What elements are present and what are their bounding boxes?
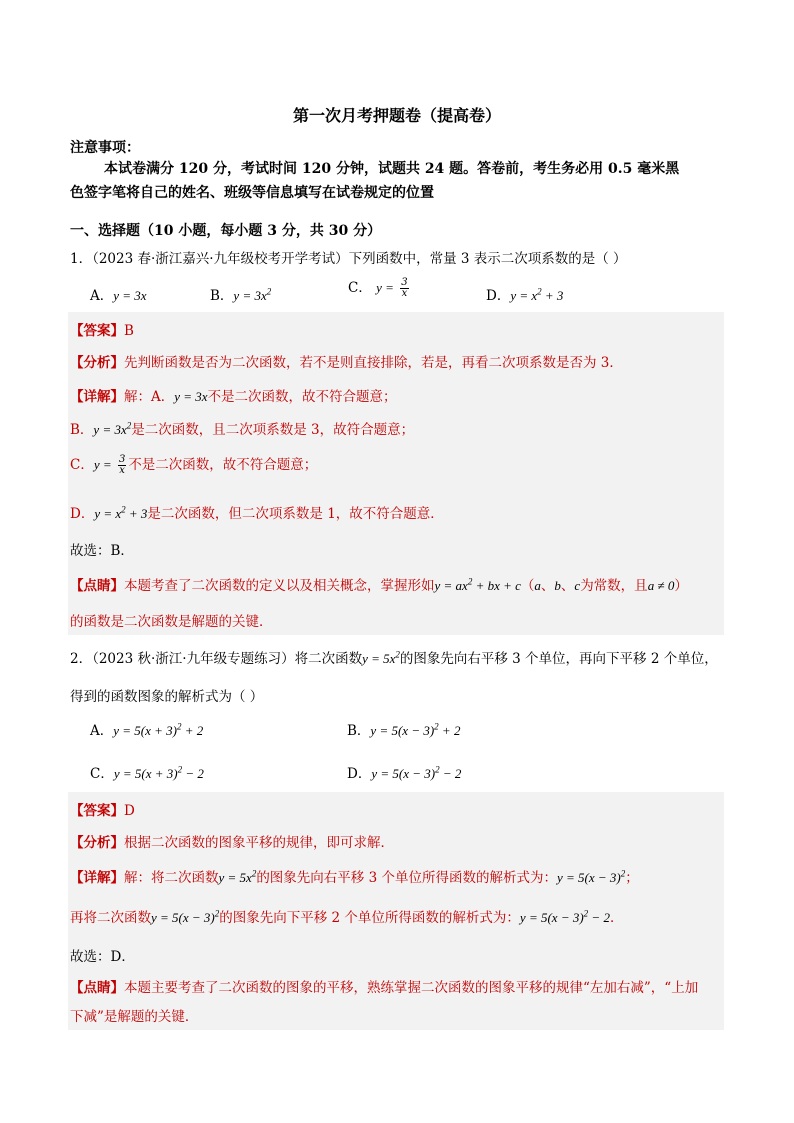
fraction-numerator: 3 [401, 277, 408, 288]
q1-answer [70, 319, 134, 339]
option-expr: y = 3x [113, 288, 147, 303]
q2-option-d [347, 762, 461, 782]
detail-tag: 【详解】 [70, 389, 124, 405]
superscript: 2 [537, 286, 542, 297]
q2-analysis [70, 831, 394, 851]
detail-text: 的图象先向右平移 3 个单位所得函数的解析式为： [256, 870, 557, 886]
detail-expr: y = x [94, 506, 122, 521]
superscript: 2 [395, 649, 400, 660]
option-expr-tail: − 2 [182, 766, 204, 781]
q2-option-b [347, 719, 460, 739]
detail-expr: y = 5x [218, 870, 252, 885]
detail-end: ； [625, 870, 639, 886]
q2-stem-line-2: 得到的函数图象的解析式为（ ） [70, 689, 264, 705]
q2-detail-2 [70, 906, 623, 926]
detail-result-tail: − 2 [588, 910, 610, 925]
superscript: 2 [251, 868, 257, 879]
superscript: 2 [435, 764, 440, 775]
fraction-denominator: x [401, 288, 408, 299]
superscript: 2 [583, 908, 589, 919]
option-letter: C． [348, 280, 372, 296]
comment-tag: 【点睛】 [70, 578, 124, 594]
detail-expr: y = 3x [174, 389, 208, 404]
notice-line-2: 色签字笔将自己的姓名、班级等信息填写在试卷规定的位置 [70, 185, 434, 201]
q2-comment [70, 976, 698, 996]
option-letter: D． [347, 766, 372, 782]
detail-text: 的图象先向下平移 2 个单位所得函数的解析式为： [219, 910, 520, 926]
comment-paren: ） [674, 578, 688, 594]
answer-tag: 【答案】 [70, 323, 124, 339]
option-expr-tail: + 2 [181, 723, 204, 738]
q2-choice: 故选：D． [70, 949, 135, 965]
q2-comment-line-2: 下减”是解题的关键． [70, 1009, 199, 1025]
q1-option-c [348, 276, 411, 299]
comment-condition: a ≠ 0 [647, 578, 675, 593]
fraction-numerator: 3 [118, 454, 126, 465]
option-expr-tail: − 2 [439, 766, 462, 781]
q2-option-c [90, 762, 204, 782]
comment-var-a: a [534, 578, 541, 593]
q1-detail-a [70, 385, 397, 405]
detail-text: 不是二次函数，故不符合题意； [128, 457, 318, 473]
q2-option-a [90, 719, 203, 739]
option-letter: C． [90, 766, 114, 782]
detail-text: 再将二次函数 [70, 910, 151, 926]
analysis-tag: 【分析】 [70, 355, 124, 371]
stem-text: 2．（2023 秋·浙江·九年级专题练习）将二次函数 [70, 651, 363, 667]
detail-result: y = 5(x − 3) [556, 870, 621, 885]
detail-lead: 解：A． [124, 389, 175, 405]
q1-detail-c [70, 453, 317, 476]
option-letter: A． [90, 288, 114, 304]
superscript: 2 [434, 721, 439, 732]
comment-text: 本题考查了二次函数的定义以及相关概念，掌握形如 [124, 578, 435, 594]
q1-option-a [90, 284, 147, 304]
detail-tag: 【详解】 [70, 870, 124, 886]
option-expr: y = x [510, 288, 538, 303]
detail-expr: y = [93, 457, 112, 472]
answer-value: B [124, 323, 134, 339]
q1-option-d [486, 284, 563, 304]
detail-text: 解：将二次函数 [124, 870, 219, 886]
q2-detail-1 [70, 866, 639, 886]
analysis-tag: 【分析】 [70, 835, 124, 851]
detail-letter: B． [70, 422, 94, 438]
answer-tag: 【答案】 [70, 803, 124, 819]
detail-letter: D． [70, 506, 95, 522]
detail-expr: y = 3x [93, 422, 127, 437]
fraction [400, 278, 408, 299]
q1-detail-d [70, 502, 444, 522]
q1-detail-b [70, 418, 414, 438]
detail-end: ． [609, 910, 624, 926]
superscript: 2 [121, 504, 126, 515]
stem-text: 的图象先向右平移 3 个单位，再向下平移 2 个单位， [399, 651, 718, 667]
q1-comment: 【点睛】本题考查了二次函数的定义以及相关概念，掌握形如$y = ax^2$ + bx + c（a、b、c为常数，且a ≠ 0） [70, 576, 688, 594]
answer-value: D [124, 803, 135, 819]
q2-stem-line-1 [70, 647, 718, 667]
comment-expr-tail: + bx + c [472, 578, 521, 593]
option-expr: y = 3x [233, 288, 267, 303]
detail-result: y = 5(x − 3) [519, 910, 584, 925]
option-expr: y = [376, 280, 394, 295]
page-title: 第一次月考押题卷（提高卷） [292, 106, 501, 125]
comment-expr: y = ax [434, 578, 468, 593]
notice-line-1: 本试卷满分 120 分，考试时间 120 分钟，试题共 24 题。答卷前，考生务必用 0.5 毫米黑 [104, 161, 680, 177]
comment-text: 为常数，且 [580, 578, 648, 594]
superscript: 2 [620, 868, 626, 879]
analysis-text: 先判断函数是否为二次函数，若不是则直接排除，若是，再看二次项系数是否为 3． [124, 355, 623, 371]
option-expr: y = 5(x − 3) [371, 766, 436, 781]
detail-expr-tail: + 3 [125, 506, 148, 521]
q1-stem: 1．（2023 春·浙江嘉兴·九年级校考开学考试）下列函数中，常量 3 表示二次项系数的是（ ） [70, 251, 627, 267]
superscript: 2 [177, 721, 182, 732]
q2-answer [70, 799, 135, 819]
comment-text: 本题主要考查了二次函数的图象的平移，熟练掌握二次函数的图象平移的规律“左加右减”，“上加 [124, 980, 699, 996]
option-letter: B． [210, 288, 234, 304]
option-expr: y = 5(x + 3) [113, 766, 178, 781]
superscript: 2 [177, 764, 183, 775]
comment-tag: 【点睛】 [70, 980, 124, 996]
q1-comment-line-2: 的函数是二次函数是解题的关键． [70, 614, 273, 630]
option-expr-tail: + 2 [438, 723, 461, 738]
stem-expr: y = 5x [362, 651, 396, 666]
analysis-text: 根据二次函数的图象平移的规律，即可求解． [124, 835, 394, 851]
q1-choice: 故选：B． [70, 543, 134, 559]
detail-expr: y = 5(x − 3) [151, 910, 215, 925]
detail-text: 是二次函数，但二次项系数是 1，故不符合题意． [147, 506, 444, 522]
superscript: 2 [467, 576, 473, 587]
option-expr: y = 5(x + 3) [113, 723, 177, 738]
detail-text: 不是二次函数，故不符合题意； [207, 389, 397, 405]
option-letter: D． [486, 288, 511, 304]
fraction-denominator: x [119, 465, 125, 476]
comment-var-b: b [554, 578, 561, 593]
superscript: 2 [126, 420, 132, 431]
fraction [118, 455, 126, 476]
q1-option-b [210, 284, 271, 304]
comment-var-c: c [574, 578, 581, 593]
superscript: 2 [266, 286, 272, 297]
section-heading: 一、选择题（10 小题，每小题 3 分，共 30 分） [70, 223, 382, 239]
superscript: 2 [214, 908, 220, 919]
option-expr-tail: + 3 [541, 288, 564, 303]
detail-letter: C． [70, 457, 94, 473]
detail-text: 是二次函数，且二次项系数是 3，故符合题意； [131, 422, 415, 438]
q1-analysis [70, 351, 623, 371]
option-expr: y = 5(x − 3) [370, 723, 435, 738]
comment-paren: （ [520, 578, 535, 594]
notice-heading: 注意事项： [70, 140, 140, 156]
option-letter: A． [90, 723, 114, 739]
option-letter: B． [347, 723, 371, 739]
